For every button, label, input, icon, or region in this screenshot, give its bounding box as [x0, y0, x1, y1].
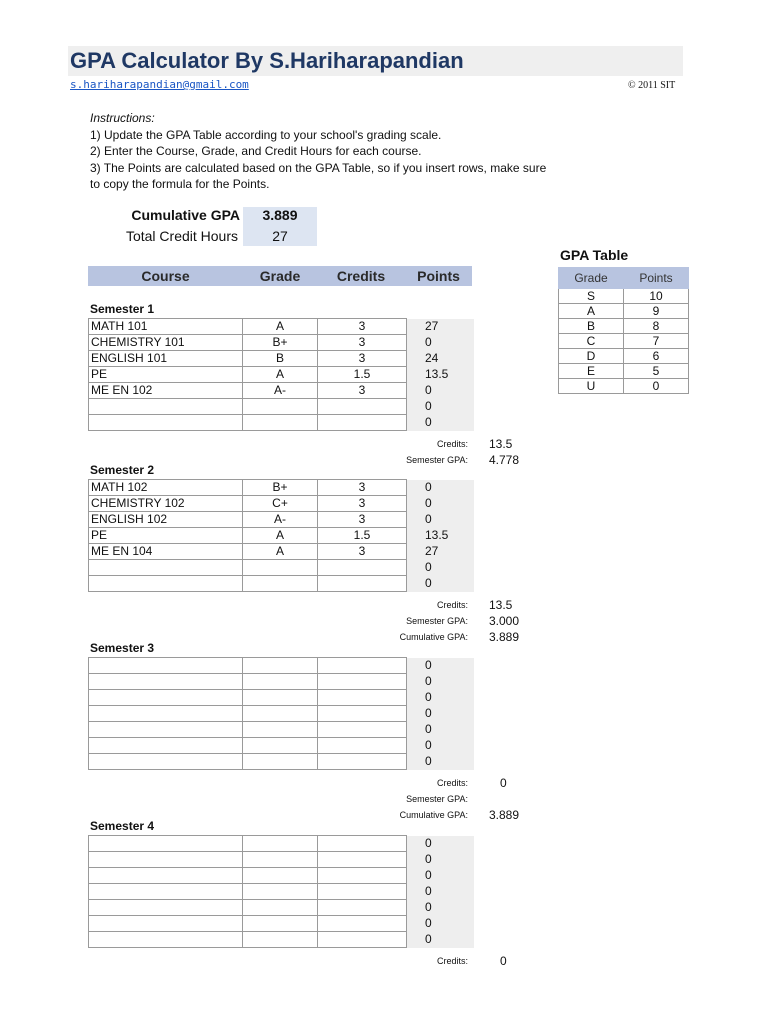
- column-course: Course: [141, 268, 190, 284]
- grade-cell[interactable]: [243, 754, 318, 770]
- table-row: [89, 512, 474, 528]
- gpa-grade-cell[interactable]: C: [559, 334, 624, 349]
- column-points: Points: [417, 268, 460, 284]
- instruction-line: to copy the formula for the Points.: [90, 177, 270, 191]
- total-credit-hours-label: Total Credit Hours: [125, 228, 238, 244]
- course-cell[interactable]: [89, 900, 243, 916]
- semester-title: Semester 3: [90, 641, 155, 655]
- table-row: [89, 852, 474, 868]
- course-cell[interactable]: [89, 836, 243, 852]
- grade-cell[interactable]: [243, 852, 318, 868]
- course-cell[interactable]: [89, 884, 243, 900]
- points-cell: 0: [407, 722, 474, 738]
- credits-label: Credits:: [436, 956, 468, 966]
- table-row: [89, 722, 474, 738]
- credits-label: Credits:: [436, 778, 468, 788]
- cumulative-gpa-row-value: 3.889: [489, 808, 520, 822]
- semester-table: [88, 835, 474, 948]
- course-cell[interactable]: MATH 102: [89, 480, 243, 496]
- points-cell: 0: [407, 884, 474, 900]
- instruction-line: 2) Enter the Course, Grade, and Credit Hours for each course.: [90, 144, 422, 158]
- points-cell: 0: [407, 706, 474, 722]
- gpa-table-row: [559, 289, 689, 304]
- credits-cell[interactable]: 3: [318, 383, 407, 399]
- grade-cell[interactable]: [243, 722, 318, 738]
- credits-cell[interactable]: [318, 900, 407, 916]
- table-row: [89, 836, 474, 852]
- course-cell[interactable]: [89, 932, 243, 948]
- course-cell[interactable]: ENGLISH 101: [89, 351, 243, 367]
- grade-cell[interactable]: B: [243, 351, 318, 367]
- grade-cell[interactable]: A: [243, 528, 318, 544]
- table-row: [89, 351, 474, 367]
- credits-cell[interactable]: [318, 576, 407, 592]
- points-cell: 0: [407, 576, 474, 592]
- points-cell: 0: [407, 399, 474, 415]
- grade-cell[interactable]: [243, 399, 318, 415]
- email-link[interactable]: s.hariharapandian@gmail.com: [70, 78, 249, 91]
- table-row: [89, 690, 474, 706]
- course-cell[interactable]: [89, 674, 243, 690]
- semester-gpa-label: Semester GPA:: [406, 794, 468, 804]
- gpa-table-row: [559, 379, 689, 394]
- grade-cell[interactable]: [243, 576, 318, 592]
- course-cell[interactable]: MATH 101: [89, 319, 243, 335]
- table-row: [89, 383, 474, 399]
- course-cell[interactable]: CHEMISTRY 101: [89, 335, 243, 351]
- course-cell[interactable]: [89, 576, 243, 592]
- gpa-points-cell[interactable]: 5: [624, 364, 689, 379]
- credits-cell[interactable]: [318, 658, 407, 674]
- grade-cell[interactable]: [243, 674, 318, 690]
- course-cell[interactable]: [89, 916, 243, 932]
- page-title: GPA Calculator By S.Hariharapandian: [70, 48, 464, 73]
- table-row: [89, 674, 474, 690]
- table-row: [89, 738, 474, 754]
- credits-cell[interactable]: [318, 415, 407, 431]
- column-grade: Grade: [259, 268, 301, 284]
- credits-label: Credits:: [436, 600, 468, 610]
- semester-title: Semester 2: [90, 463, 155, 477]
- credits-cell[interactable]: [318, 690, 407, 706]
- table-row: [89, 754, 474, 770]
- course-cell[interactable]: ME EN 104: [89, 544, 243, 560]
- credits-value: 13.5: [489, 598, 513, 612]
- gpa-table-row: [559, 304, 689, 319]
- gpa-table-row: [559, 319, 689, 334]
- table-row: [89, 544, 474, 560]
- credits-cell[interactable]: [318, 836, 407, 852]
- credits-cell[interactable]: 3: [318, 335, 407, 351]
- course-cell[interactable]: PE: [89, 367, 243, 383]
- table-row: [89, 658, 474, 674]
- credits-cell[interactable]: [318, 932, 407, 948]
- table-row: [89, 868, 474, 884]
- points-cell: 0: [407, 852, 474, 868]
- credits-cell[interactable]: 1.5: [318, 367, 407, 383]
- points-cell: 0: [407, 480, 474, 496]
- grade-cell[interactable]: A: [243, 367, 318, 383]
- table-row: [89, 480, 474, 496]
- gpa-points-cell[interactable]: 6: [624, 349, 689, 364]
- cumulative-gpa-label: Cumulative GPA: [131, 207, 240, 223]
- gpa-grade-cell[interactable]: S: [559, 289, 624, 304]
- credits-cell[interactable]: 3: [318, 496, 407, 512]
- points-cell: 0: [407, 690, 474, 706]
- semester-table: [88, 657, 474, 770]
- grade-cell[interactable]: [243, 884, 318, 900]
- copyright: © 2011 SIT: [628, 80, 676, 91]
- points-cell: 0: [407, 560, 474, 576]
- table-row: [89, 528, 474, 544]
- grade-cell[interactable]: [243, 415, 318, 431]
- course-cell[interactable]: ME EN 102: [89, 383, 243, 399]
- gpa-points-header: Points: [624, 268, 689, 289]
- column-credits: Credits: [336, 268, 386, 284]
- points-cell: 27: [407, 544, 474, 560]
- gpa-points-cell[interactable]: 7: [624, 334, 689, 349]
- credits-cell[interactable]: [318, 916, 407, 932]
- table-row: [89, 496, 474, 512]
- gpa-table-row: [559, 364, 689, 379]
- course-table-header: [88, 266, 472, 286]
- table-row: [89, 415, 474, 431]
- gpa-grade-cell[interactable]: A: [559, 304, 624, 319]
- grade-cell[interactable]: A: [243, 544, 318, 560]
- gpa-grade-cell[interactable]: E: [559, 364, 624, 379]
- points-cell: 0: [407, 335, 474, 351]
- credits-cell[interactable]: [318, 706, 407, 722]
- cumulative-gpa-row-label: Cumulative GPA:: [399, 810, 468, 820]
- course-cell[interactable]: [89, 754, 243, 770]
- gpa-points-cell[interactable]: 8: [624, 319, 689, 334]
- grade-cell[interactable]: [243, 560, 318, 576]
- credits-cell[interactable]: 3: [318, 480, 407, 496]
- grade-cell[interactable]: [243, 738, 318, 754]
- grade-cell[interactable]: [243, 658, 318, 674]
- grade-cell[interactable]: A: [243, 319, 318, 335]
- grade-cell[interactable]: A-: [243, 383, 318, 399]
- gpa-table-row: [559, 334, 689, 349]
- table-row: [89, 884, 474, 900]
- gpa-table-title: GPA Table: [560, 247, 629, 263]
- points-cell: 27: [407, 319, 474, 335]
- credits-cell[interactable]: 1.5: [318, 528, 407, 544]
- table-row: [89, 576, 474, 592]
- points-cell: 0: [407, 754, 474, 770]
- points-cell: 24: [407, 351, 474, 367]
- points-cell: 0: [407, 658, 474, 674]
- course-cell[interactable]: [89, 690, 243, 706]
- credits-value: 0: [500, 954, 507, 968]
- grade-cell[interactable]: [243, 868, 318, 884]
- semester-title: Semester 4: [90, 819, 155, 833]
- table-row: [89, 367, 474, 383]
- table-row: [89, 560, 474, 576]
- points-cell: 0: [407, 674, 474, 690]
- cumulative-gpa-row-value: 3.889: [489, 630, 520, 644]
- points-cell: 0: [407, 868, 474, 884]
- points-cell: 0: [407, 932, 474, 948]
- credits-cell[interactable]: [318, 674, 407, 690]
- table-row: [89, 319, 474, 335]
- points-cell: 0: [407, 836, 474, 852]
- credits-cell[interactable]: [318, 884, 407, 900]
- table-row: [89, 706, 474, 722]
- grade-cell[interactable]: B+: [243, 335, 318, 351]
- course-cell[interactable]: [89, 560, 243, 576]
- grade-cell[interactable]: [243, 836, 318, 852]
- course-cell[interactable]: [89, 852, 243, 868]
- gpa-grade-cell[interactable]: U: [559, 379, 624, 394]
- credits-cell[interactable]: [318, 754, 407, 770]
- semester-title: Semester 1: [90, 302, 155, 316]
- credits-label: Credits:: [436, 439, 468, 449]
- grade-cell[interactable]: [243, 706, 318, 722]
- credits-cell[interactable]: 3: [318, 319, 407, 335]
- semester-gpa-value: 3.000: [489, 614, 520, 628]
- gpa-points-cell[interactable]: 10: [624, 289, 689, 304]
- course-cell[interactable]: [89, 415, 243, 431]
- table-row: [89, 932, 474, 948]
- credits-cell[interactable]: [318, 852, 407, 868]
- gpa-grade-header: Grade: [559, 268, 624, 289]
- course-cell[interactable]: [89, 399, 243, 415]
- grade-cell[interactable]: [243, 900, 318, 916]
- table-row: [89, 900, 474, 916]
- credits-cell[interactable]: [318, 399, 407, 415]
- semester-gpa-label: Semester GPA:: [406, 616, 468, 626]
- gpa-table-row: [559, 349, 689, 364]
- instructions: [90, 110, 546, 193]
- grade-cell[interactable]: [243, 916, 318, 932]
- course-cell[interactable]: PE: [89, 528, 243, 544]
- course-cell[interactable]: [89, 658, 243, 674]
- grade-cell[interactable]: A-: [243, 512, 318, 528]
- course-cell[interactable]: [89, 706, 243, 722]
- grade-cell[interactable]: [243, 690, 318, 706]
- cumulative-gpa-row-label: Cumulative GPA:: [399, 632, 468, 642]
- instruction-line: 1) Update the GPA Table according to your school's grading scale.: [90, 127, 442, 142]
- table-row: [89, 916, 474, 932]
- course-cell[interactable]: [89, 722, 243, 738]
- points-cell: 0: [407, 738, 474, 754]
- course-cell[interactable]: [89, 738, 243, 754]
- cumulative-gpa-value: 3.889: [262, 207, 298, 223]
- course-cell[interactable]: [89, 868, 243, 884]
- points-cell: 0: [407, 383, 474, 399]
- credits-cell[interactable]: [318, 560, 407, 576]
- semester-table: [88, 479, 474, 592]
- instructions-heading: Instructions:: [90, 111, 155, 125]
- table-row: [89, 399, 474, 415]
- grade-cell[interactable]: B+: [243, 480, 318, 496]
- instruction-line: 3) The Points are calculated based on the GPA Table, so if you insert rows, make sure: [90, 160, 547, 175]
- credits-cell[interactable]: [318, 868, 407, 884]
- course-cell[interactable]: ENGLISH 102: [89, 512, 243, 528]
- credits-value: 13.5: [489, 437, 513, 451]
- points-cell: 13.5: [407, 367, 474, 383]
- semester-gpa-label: Semester GPA:: [406, 455, 468, 465]
- gpa-grade-cell[interactable]: D: [559, 349, 624, 364]
- points-cell: 0: [407, 496, 474, 512]
- points-cell: 0: [407, 900, 474, 916]
- points-cell: 0: [407, 512, 474, 528]
- gpa-grade-cell[interactable]: B: [559, 319, 624, 334]
- semester-gpa-value: 4.778: [489, 453, 520, 467]
- grade-cell[interactable]: C+: [243, 496, 318, 512]
- credits-cell[interactable]: 3: [318, 512, 407, 528]
- gpa-points-cell[interactable]: 9: [624, 304, 689, 319]
- gpa-table: [558, 267, 689, 394]
- table-row: [89, 335, 474, 351]
- total-credit-hours-value: 27: [272, 228, 288, 244]
- credits-cell[interactable]: [318, 738, 407, 754]
- semester-table: [88, 318, 474, 431]
- points-cell: 13.5: [407, 528, 474, 544]
- gpa-points-cell[interactable]: 0: [624, 379, 689, 394]
- points-cell: 0: [407, 916, 474, 932]
- credits-cell[interactable]: 3: [318, 351, 407, 367]
- grade-cell[interactable]: [243, 932, 318, 948]
- credits-cell[interactable]: 3: [318, 544, 407, 560]
- credits-value: 0: [500, 776, 507, 790]
- credits-cell[interactable]: [318, 722, 407, 738]
- course-cell[interactable]: CHEMISTRY 102: [89, 496, 243, 512]
- points-cell: 0: [407, 415, 474, 431]
